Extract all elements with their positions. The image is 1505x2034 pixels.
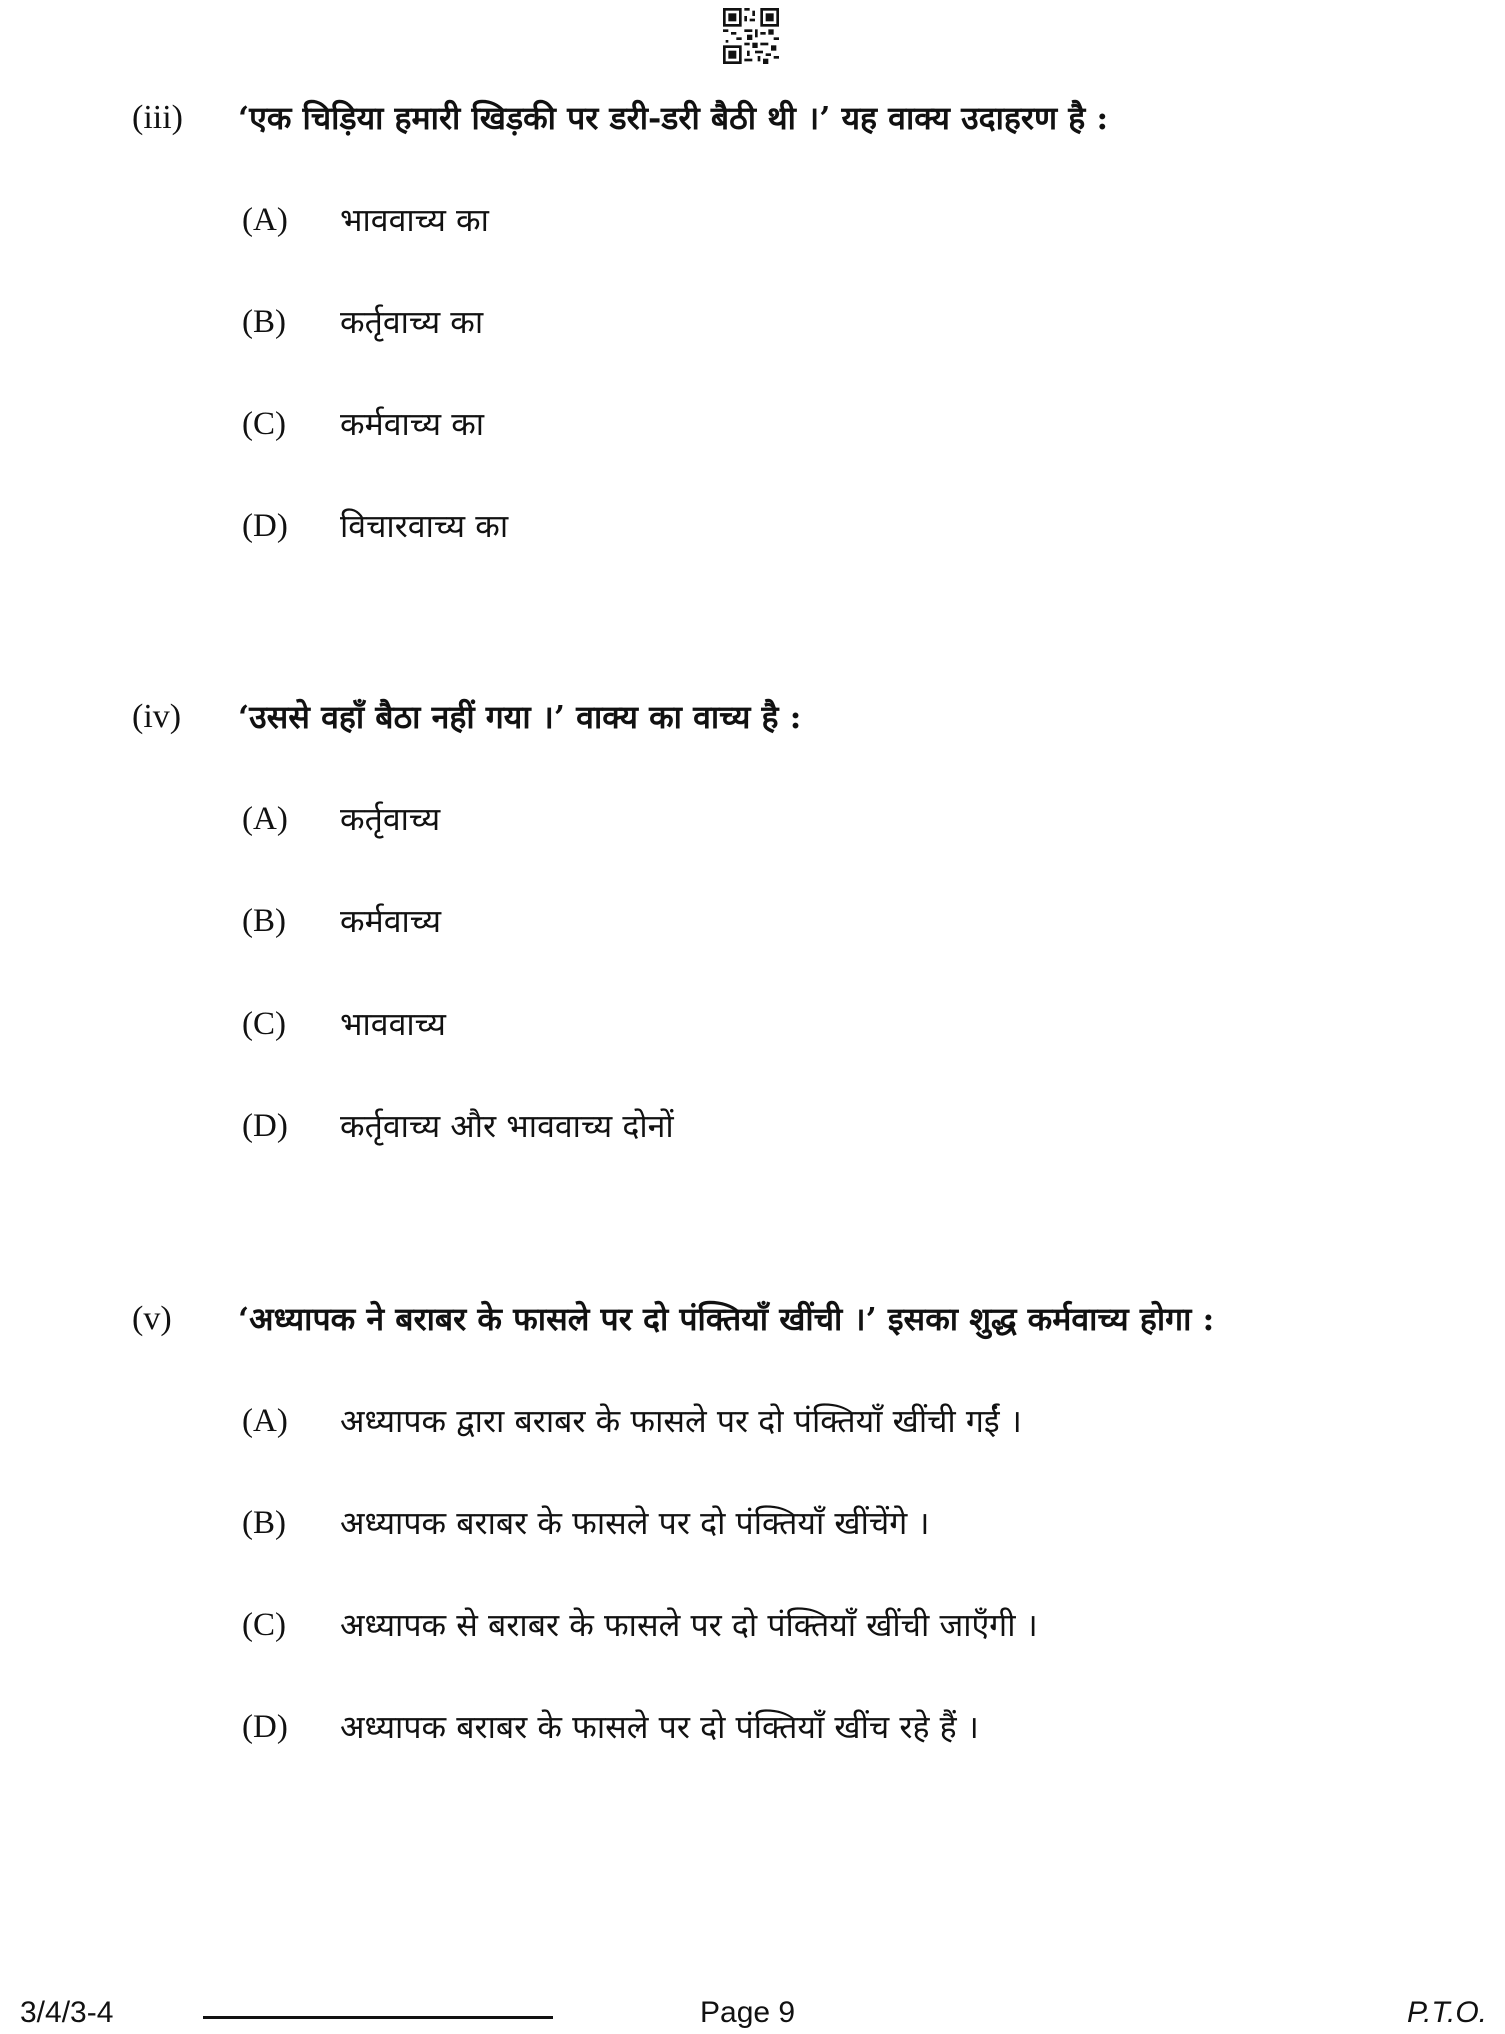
- question-text: ‘एक चिड़िया हमारी खिड़की पर डरी-डरी बैठी थी ।’ यह वाक्य उदाहरण है :: [238, 99, 1109, 137]
- option-letter: (C): [242, 406, 286, 442]
- question-number: (v): [132, 1300, 172, 1337]
- option-letter: (B): [242, 1505, 286, 1541]
- option-text: कर्तृवाच्य का: [340, 303, 484, 341]
- page-number: Page 9: [700, 1996, 796, 2029]
- option-text: कर्तृवाच्य और भाववाच्य दोनों: [340, 1107, 674, 1145]
- option-letter: (A): [242, 801, 288, 837]
- option-text: अध्यापक द्वारा बराबर के फासले पर दो पंक्तियाँ खींची गईं ।: [340, 1402, 1022, 1440]
- option-letter: (D): [242, 508, 288, 544]
- option-letter: (D): [242, 1709, 288, 1745]
- option-letter: (A): [242, 202, 288, 238]
- option-text: कर्तृवाच्य: [340, 800, 441, 838]
- please-turn-over: P.T.O.: [1406, 1996, 1487, 2029]
- question-text: ‘उससे वहाँ बैठा नहीं गया ।’ वाक्य का वाच्य है :: [238, 698, 802, 736]
- option-letter: (A): [242, 1403, 288, 1439]
- footer-divider: [203, 2016, 553, 2019]
- option-text: कर्मवाच्य का: [340, 405, 485, 443]
- option-letter: (D): [242, 1108, 288, 1144]
- option-text: अध्यापक बराबर के फासले पर दो पंक्तियाँ खींच रहे हैं ।: [340, 1708, 979, 1746]
- option-letter: (C): [242, 1006, 286, 1042]
- question-number: (iv): [132, 698, 182, 735]
- option-text: भाववाच्य: [340, 1005, 446, 1043]
- option-text: अध्यापक से बराबर के फासले पर दो पंक्तियाँ खींची जाएँगी ।: [340, 1606, 1038, 1644]
- option-letter: (C): [242, 1607, 286, 1643]
- option-text: विचारवाच्य का: [340, 507, 509, 545]
- question-text: ‘अध्यापक ने बराबर के फासले पर दो पंक्तियाँ खींची ।’ इसका शुद्ध कर्मवाच्य होगा :: [238, 1300, 1215, 1338]
- paper-code: 3/4/3-4: [20, 1996, 114, 2029]
- option-text: भाववाच्य का: [340, 201, 489, 239]
- question-number: (iii): [132, 99, 183, 136]
- option-letter: (B): [242, 304, 286, 340]
- option-text: अध्यापक बराबर के फासले पर दो पंक्तियाँ खींचेंगे ।: [340, 1504, 930, 1542]
- qr-code-icon: [723, 8, 779, 64]
- option-letter: (B): [242, 903, 286, 939]
- option-text: कर्मवाच्य: [340, 902, 442, 940]
